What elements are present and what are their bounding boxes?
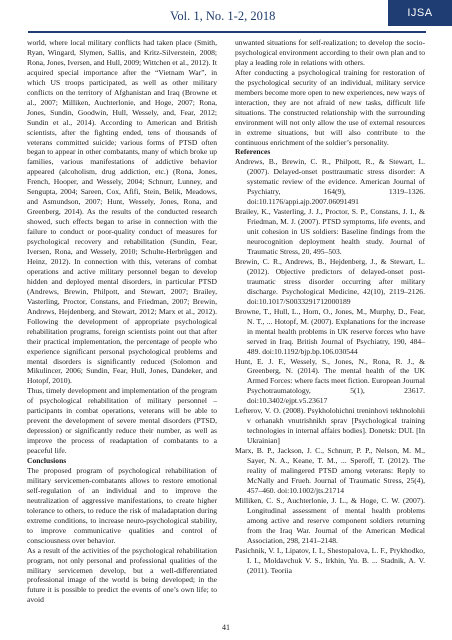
reference-item: Lefterov, V. O. (2008). Psykholohichni treninhovi tekhnolohii v orhanakh vnutrishnikh sprav [Psychological training technologies in internal affairs bodies]. Donetsk: DUI. [In Ukrainian]: [235, 406, 425, 446]
page-header: [0, 0, 452, 36]
reference-list: [235, 157, 425, 575]
reference-item: Andrews, B., Brewin, C. R., Philpott, R., & Stewart, L. (2007). Delayed-onset posttraumatic stress disorder: A systematic review of the evidence. American Journal of Psychiatry, 164(9), 1319–1326. doi:10.1176/appi.ajp.2007.06091491: [235, 157, 425, 207]
left-column: [27, 38, 217, 605]
paragraph: world, where local military conflicts had taken place (Smith, Ryan, Wingard, Slymen, Sallis, and Kritz-Silverstein, 2008; Rona, Jones, Iversen, and Hull, 2009; Wittchen et al., 2012). It acquired special importance after the “Vietnam War”, in which US troops participated, as well as other military conflicts on the territory of Afghanistan and Iraq (Browne et al., 2007; Milliken, Auchterlonie, and Hoge, 2007; Rona, Jones, Sundin, Goodwin, Hull, Wessely, and, Fear, 2012; Sundin et al., 2014). According to American and British scientists, after the fighting ended, tens of thousands of veterans committed suicide; various forms of PTSD often began to appear in other combatants, many of which broke up families, various manifestations of addictive behavior appeared (alcoholism, drug addiction, etc.) (Rona, Jones, French, Hooper, and Wessely, 2004; Schnurr, Lunney, and Sengupta, 2004; Sareen, Cox, Afifi, Stein, Belik, Meadows, and Asmundson, 2007; Hunt, Wessely, Jones, Rona, and Greenberg, 2014). As the results of the conducted research showed, such effects began to arise in connection with the failure to conduct or poor-quality conduct of measures for psychological recovery and rehabilitation (Sundin, Fear, Iversen, Rona, and Wessely, 2010; Schulte-Herbrüggen and Heinz, 2012). In connection with this, veterans of combat operations and active military personnel began to develop hidden and deployed mental disorders, in particular PTSD (Andrews, Brewin, Philpott, and Stewart, 2007; Brailey, Vasterling, Proctor, Constans, and Friedman, 2007; Brewin, Andrews, Hejdenberg, and Stewart, 2012; Marx et al., 2012). Following the development of appropriate psychological rehabilitation programs, foreign scientists point out that after their practical implementation, the percentage of people who experience significant personal psychological problems and mental disorders is significantly reduced (Solomon and Mikulincer, 2006; Sundin, Fear, Hull, Jones, Dandeker, and Hotopf, 2010).: [27, 38, 217, 386]
right-column: [235, 38, 425, 575]
volume-label: Vol. 1, No. 1-2, 2018: [170, 9, 276, 23]
reference-item: Brailey, K., Vasterling, J. J., Proctor, S. P., Constans, J. I., & Friedman, M. J. (2007). PTSD symptoms, life events, and unit cohesion in US soldiers: Baseline findings from the neurocognition deployment health study. Journal of Traumatic Stress, 20, 495–503.: [235, 207, 425, 257]
paragraph: unwanted situations for self-realization; to develop the socio-psychological environment according to their own plan and to play a leading role in relations with others.: [235, 38, 425, 67]
paragraph: As a result of the activities of the psychological rehabilitation program, not only personal and professional qualities of the military servicemen develop, but a well-differentiated professional image of the world is being developed; in the future it is possible to predict the events of one’s own life; to avoid: [27, 545, 217, 605]
references-heading: References: [235, 147, 271, 157]
reference-item: Marx, B. P., Jackson, J. C., Schnurr, P. P., Nelson, M. M., Sayer, N. A., Keane, T. M., ... Speroff, T. (2012). The reality of malingered PTSD among veterans: Reply to McNally and Frueh. Journal of Traumatic Stress, 25(4), 457–460. doi:10.1002/jts.21714: [235, 446, 425, 495]
reference-item: Hunt, E. J. F., Wessely, S., Jones, N., Rona, R. J., & Greenberg, N. (2014). The mental health of the UK Armed Forces: where facts meet fiction. European Journal Psychotraumatology, 5(1), 23617. doi:10.3402/ejpt.v5.23617: [235, 356, 425, 406]
paragraph: The proposed program of psychological rehabilitation of military servicemen-combatants allows to restore emotional self-regulation of an individual and to improve the neutralization of aggressive manifestations, to create higher tolerance to others, to reduce the risk of maladaptation during extreme conditions, to increase neuro-psychological stability, to improve communicative qualities and control of consciousness over behavior.: [27, 465, 217, 545]
reference-item: Browne, T., Hull, L., Horn, O., Jones, M., Murphy, D., Fear, N. T., ... Hotopf, M. (2007). Explanations for the increase in mental health problems in UK reserve forces who have served in Iraq. British Journal of Psychiatry, 190, 484–489. doi:10.1192/bjp.bp.106.030544: [235, 306, 425, 356]
paragraph: Thus, timely development and implementation of the program of psychological rehabilitation of military personnel – participants in combat operations, veterans will be able to prevent the development of severe mental disorders (PTSD, depression) or significantly reduce their number, as well as improve the process of readaptation of combatants to a peaceful life.: [27, 386, 217, 456]
journal-badge: IJSA: [388, 0, 452, 26]
reference-item: Pasichnik, V. I., Lipatov, I. I., Shestopalova, L. F., Prykhodko, I. I., Moldavchuk V. S., Irkhin, Yu. B. ... Stadnik, A. V. (2011). Teoriia: [235, 545, 425, 575]
page-number: 41: [222, 623, 230, 632]
conclusions-heading: Conclusions: [27, 456, 67, 466]
reference-item: Milliken, C. S., Auchterlonie, J. L., & Hoge, C. W. (2007). Longitudinal assessment of mental health problems among active and reserve component soldiers returning from the Iraq War. Journal of the American Medical Association, 298, 2141–2148.: [235, 495, 425, 545]
header-rule: [28, 31, 426, 33]
paragraph: After conducting a psychological training for restoration of the psychological security of an individual, military service members become more open to new experiences, new ways of interaction, they are not afraid of new tasks, difficult life situations. The constructed relationship with the surrounding environment will not only allow the use of external resources in extreme situations, but will also contribute to the continuous enrichment of the soldier’s personality.: [235, 67, 425, 147]
reference-item: Brewin, C. R., Andrews, B., Hejdenberg, J., & Stewart, L. (2012). Objective predictors of delayed-onset post-traumatic stress disorder occurring after military discharge. Psychological Medicine, 42(10), 2119–2126. doi:10.1017/S0033291712000189: [235, 256, 425, 306]
